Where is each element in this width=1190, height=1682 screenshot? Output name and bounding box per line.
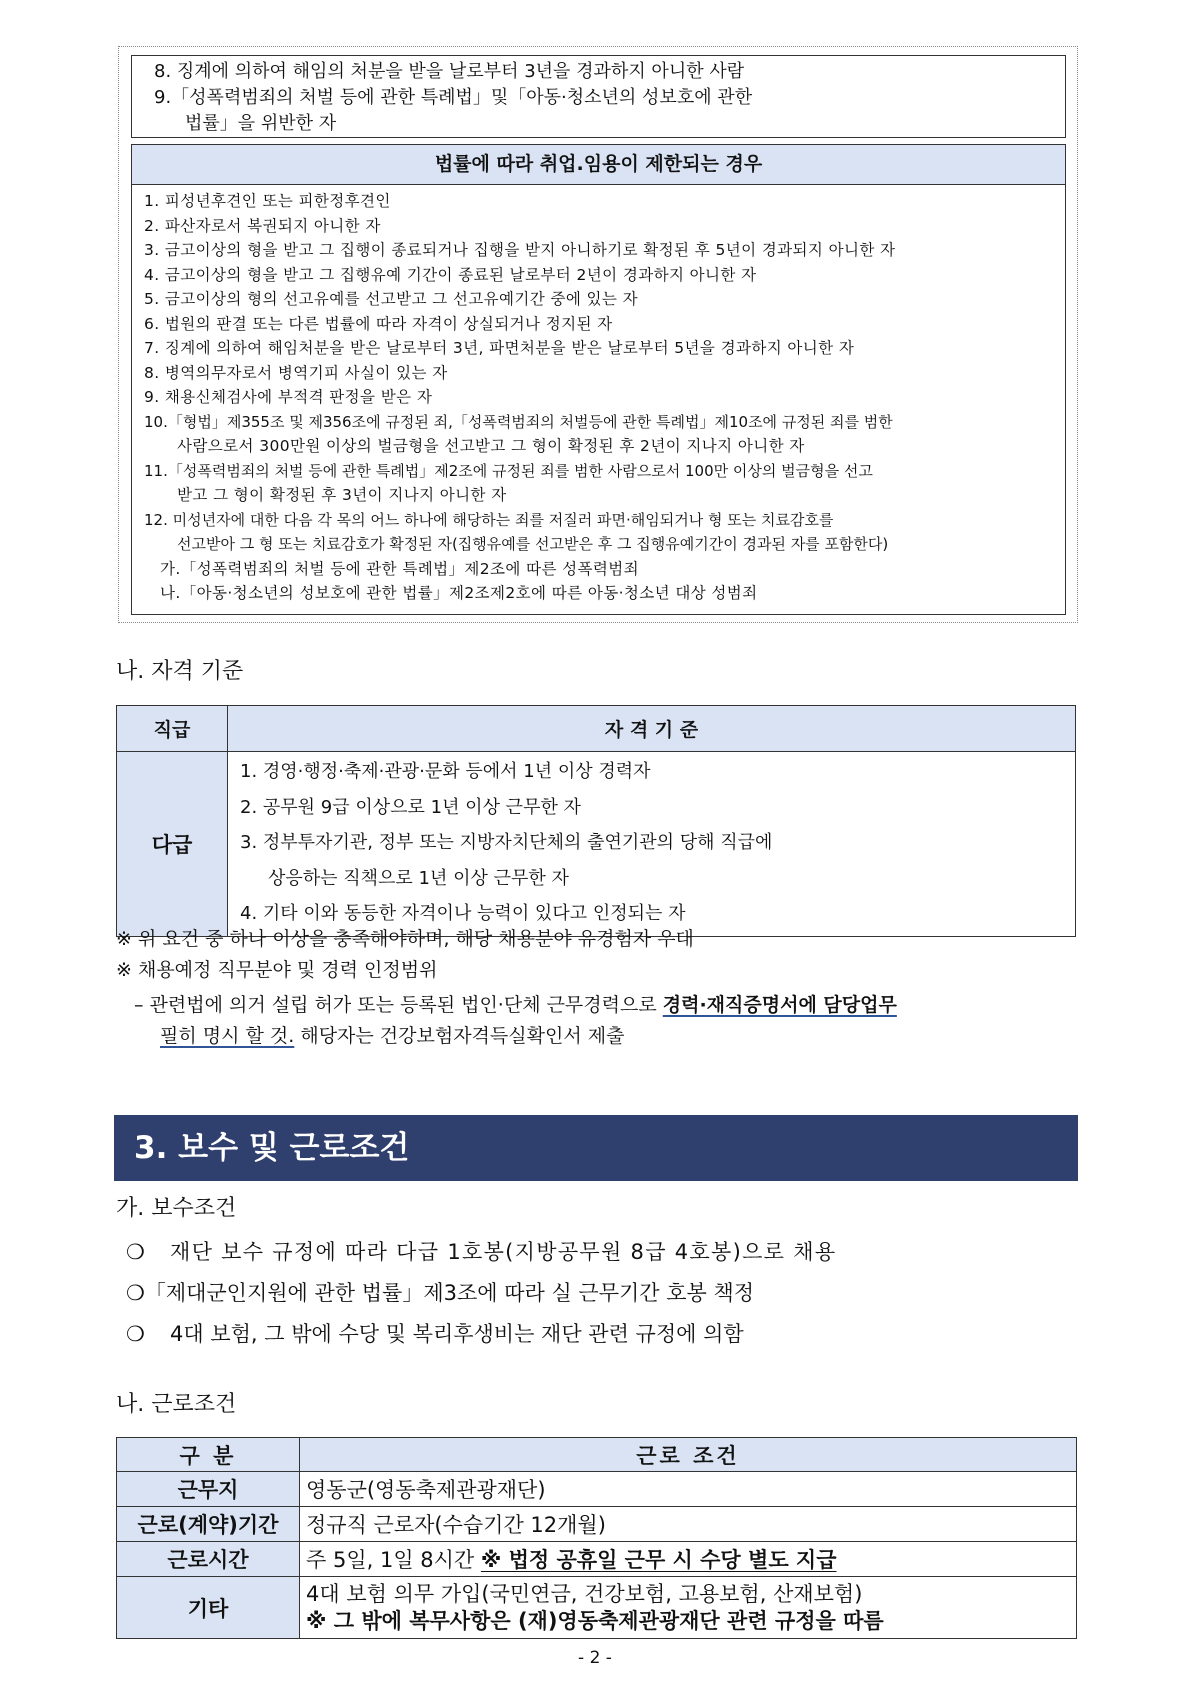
- table-header-row: [117, 1438, 1077, 1472]
- table-row: [117, 1507, 1077, 1542]
- list-item: 4. 기타 이와 동등한 자격이나 능력이 있다고 인정되는 자: [240, 903, 686, 924]
- note-text: – 관련법에 의거 설립 허가 또는 등록된 법인·단체 근무경력으로: [134, 994, 663, 1016]
- list-item: 8. 병역의무자로서 병역기피 사실이 있는 자: [144, 363, 448, 382]
- work-heading: 나. 근로조건: [116, 1392, 237, 1417]
- row-value-note: ※ 그 밖에 복무사항은 (재)영동축제관광재단 관련 규정을 따름: [306, 1608, 884, 1633]
- qualification-table: [116, 705, 1076, 937]
- row-value: 정규직 근로자(수습기간 12개월): [300, 1507, 1077, 1542]
- pay-item-text: 「제대군인지원에 관한 법률」제3조에 따라 실 근무기간 호봉 책정: [144, 1281, 755, 1305]
- list-item: 2. 공무원 9급 이상으로 1년 이상 근무한 자: [240, 796, 581, 818]
- law-restriction-box: [131, 144, 1066, 615]
- note-career-detail: [134, 990, 897, 1021]
- list-item: 3. 정부투자기관, 정부 또는 지방자치단체의 출연기관의 당해 직급에: [240, 832, 773, 853]
- table-row: [117, 752, 1076, 937]
- row-value-text: 주 5일, 1일 8시간: [306, 1548, 481, 1572]
- note-text: 해당자는 건강보험자격득실확인서 제출: [294, 1025, 625, 1047]
- list-item: 9.「성폭력범죄의 처벌 등에 관한 특례법」및「아동·청소년의 성보호에 관한: [154, 87, 753, 108]
- page-number: - 2 -: [578, 1648, 612, 1668]
- bullet-icon: ❍: [126, 1240, 145, 1264]
- list-item: 7. 징계에 의하여 해임처분을 받은 날로부터 3년, 파면처분을 받은 날로부터 5년을 경과하지 아니한 자: [144, 339, 855, 357]
- criteria-cell: [228, 752, 1076, 937]
- list-item: 6. 법원의 판결 또는 다른 법률에 따라 자격이 상실되거나 정지된 자: [144, 314, 613, 333]
- grade-cell: 다급: [117, 752, 228, 937]
- list-item: 나.「아동·청소년의 성보호에 관한 법률」제2조제2호에 따른 아동·청소년 대상 성범죄: [160, 584, 758, 602]
- table-row: [117, 1577, 1077, 1639]
- bullet-icon: ❍: [126, 1281, 145, 1305]
- bullet-icon: ❍: [126, 1322, 145, 1346]
- row-label: 기타: [117, 1577, 300, 1639]
- list-item: 상응하는 직책으로 1년 이상 근무한 자: [268, 867, 569, 889]
- row-label: 근로(계약)기간: [117, 1507, 300, 1542]
- row-value: [300, 1577, 1077, 1639]
- list-item: 3. 금고이상의 형을 받고 그 집행이 종료되거나 집행을 받지 아니하기로 확정된 후 5년이 경과되지 아니한 자: [144, 241, 896, 259]
- row-value: 영동군(영동축제관광재단): [300, 1472, 1077, 1507]
- note-career-detail-cont: [160, 1021, 624, 1052]
- list-item: 11.「성폭력범죄의 처벌 등에 관한 특례법」제2조에 규정된 죄를 범한 사람으로서 100만 이상의 벌금형을 선고: [144, 461, 873, 480]
- pay-heading: 가. 보수조건: [116, 1196, 237, 1221]
- disqualification-top-box: [131, 55, 1066, 138]
- list-item: 10.「형법」제355조 및 제356조에 규정된 죄,「성폭력범죄의 처벌등에 관한 특례법」제10조에 규정된 죄를 범한: [144, 412, 893, 431]
- list-item: 12. 미성년자에 대한 다음 각 목의 어느 하나에 해당하는 죄를 저질러 파면·해임되거나 형 또는 치료감호를: [144, 510, 834, 529]
- note-requirement: ※ 위 요건 중 하나 이상을 충족해야하며, 해당 채용분야 유경험자 우대: [116, 928, 694, 950]
- list-item: 사람으로서 300만원 이상의 벌금형을 선고받고 그 형이 확정된 후 2년이 지나지 아니한 자: [177, 437, 805, 455]
- list-item: 5. 금고이상의 형의 선고유예를 선고받고 그 선고유예기간 중에 있는 자: [144, 290, 638, 308]
- pay-item: [126, 1232, 836, 1273]
- pay-item-text: 4대 보험, 그 밖에 수당 및 복리후생비는 재단 관련 규정에 의함: [170, 1322, 744, 1346]
- category-column-header: 구 분: [117, 1438, 300, 1472]
- table-row: [117, 1472, 1077, 1507]
- pay-item-text: 재단 보수 규정에 따라 다급 1호봉(지방공무원 8급 4호봉)으로 채용: [170, 1240, 837, 1264]
- list-item: 2. 파산자로서 복권되지 아니한 자: [144, 216, 381, 235]
- list-item: 1. 피성년후견인 또는 피한정후견인: [144, 192, 391, 210]
- pay-item: [126, 1273, 754, 1314]
- row-value: [300, 1542, 1077, 1577]
- grade-column-header: 직급: [117, 706, 228, 752]
- row-value-note: ※ 법정 공휴일 근무 시 수당 별도 지급: [480, 1548, 837, 1572]
- criteria-column-header: 자 격 기 준: [228, 706, 1076, 752]
- list-item: 4. 금고이상의 형을 받고 그 집행유예 기간이 종료된 날로부터 2년이 경과하지 아니한 자: [144, 265, 757, 284]
- note-career-scope: ※ 채용예정 직무분야 및 경력 인정범위: [116, 959, 438, 981]
- list-item: 8. 징계에 의하여 해임의 처분을 받을 날로부터 3년을 경과하지 아니한 사람: [154, 61, 745, 82]
- row-label: 근로시간: [117, 1542, 300, 1577]
- condition-column-header: 근로 조건: [300, 1438, 1077, 1472]
- list-item: 9. 채용신체검사에 부적격 판정을 받은 자: [144, 388, 433, 406]
- list-item: 선고받아 그 형 또는 치료감호가 확정된 자(집행유예를 선고받은 후 그 집행유예기간이 경과된 자를 포함한다): [177, 535, 889, 553]
- list-item: 1. 경영·행정·축제·관광·문화 등에서 1년 이상 경력자: [240, 761, 651, 782]
- table-header-row: [117, 706, 1076, 752]
- pay-item: [126, 1314, 744, 1355]
- row-value-text: 4대 보험 의무 가입(국민연금, 건강보험, 고용보험, 산재보험): [306, 1581, 863, 1606]
- list-item: 받고 그 형이 확정된 후 3년이 지나지 아니한 자: [177, 486, 507, 504]
- row-label: 근무지: [117, 1472, 300, 1507]
- list-item: 법률」을 위반한 자: [185, 113, 337, 134]
- section-title-banner: 3. 보수 및 근로조건: [114, 1115, 1078, 1181]
- law-restriction-heading: 법률에 따라 취업.임용이 제한되는 경우: [132, 145, 1065, 185]
- table-row: [117, 1542, 1077, 1577]
- note-emphasis: 경력·재직증명서에 담당업무: [662, 994, 897, 1016]
- note-emphasis: 필히 명시 할 것.: [160, 1025, 295, 1047]
- qualification-heading: 나. 자격 기준: [116, 659, 244, 684]
- work-conditions-table: [116, 1437, 1077, 1639]
- law-restriction-list: [132, 185, 1065, 606]
- list-item: 가.「성폭력범죄의 처벌 등에 관한 특례법」제2조에 따른 성폭력범죄: [160, 559, 640, 578]
